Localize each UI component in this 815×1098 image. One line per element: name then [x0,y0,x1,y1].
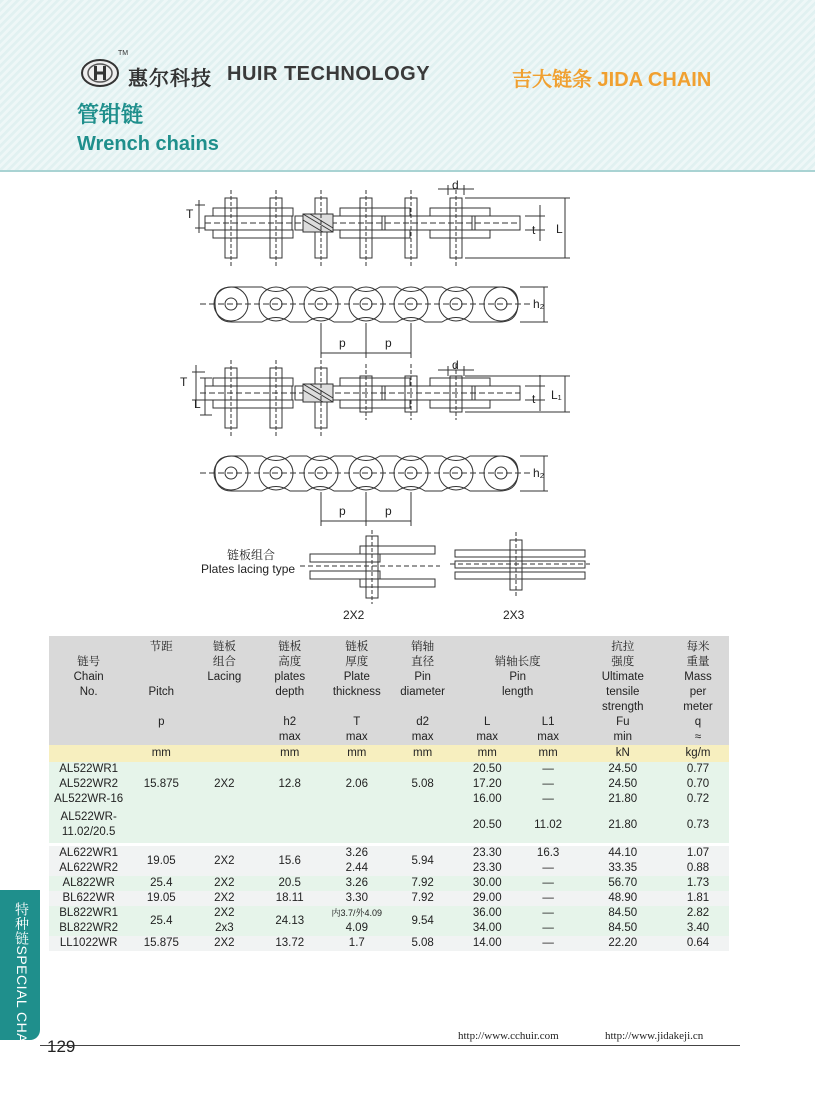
table-row [49,762,729,777]
chain-no-cell: BL822WR1 [49,906,128,921]
header-strength-en: tensile [606,686,640,698]
header-pin-en: diameter [400,686,446,698]
pin-length-l1-cell: — [518,876,579,891]
header-pin-sub: max [411,731,434,743]
lacing-label-cn: 链板组合 [227,548,276,562]
dim-T-label: T [186,207,194,221]
footer-url-huir[interactable]: http://www.cchuir.com [458,1030,559,1042]
header-lacing-cn: 组合 [212,656,236,668]
lacing-cell: 2x3 [194,921,254,936]
depth-cell: 12.8 [254,762,325,807]
top-view-2 [192,360,570,436]
unit-cell: kN [579,745,667,762]
header-no-cn: 链号 [77,656,101,668]
pin-length-l1-cell: — [518,936,579,951]
chain-no-cell: AL822WR [49,876,128,891]
strength-cell: 33.35 [579,861,667,876]
header-lacing-en: Lacing [207,671,242,683]
chain-no-cell: AL622WR1 [49,846,128,861]
lacing-2x2-diagram [300,530,440,604]
header-mass-en: per [689,686,707,698]
strength-cell: 21.80 [579,792,667,807]
header-mass-cn: 每米 [686,641,710,653]
pin-length-l1-cell: — [518,762,579,777]
pin-length-cell: 23.30 [457,846,518,861]
page-title-cn: 管钳链 [77,102,144,127]
chain-no-cell: AL622WR2 [49,861,128,876]
pin-length-l1-cell: — [518,777,579,792]
page-number: 129 [47,1037,76,1056]
pin-length-l1-cell: — [518,792,579,807]
jida-brand: 吉大链条 JIDA CHAIN [512,69,712,91]
pin-length-cell: 17.20 [457,777,518,792]
header-L-sym: L [484,716,491,728]
pin-diameter-cell: 7.92 [389,876,457,891]
mass-cell: 0.88 [667,861,729,876]
table-row [49,891,729,906]
pitch-cell: 19.05 [128,846,194,876]
header-L1-sym: L1 [541,716,555,728]
lacing-2x3-diagram [450,532,590,596]
header-thick-cn: 链板 [345,641,369,653]
dim-p-label: p [385,504,392,518]
pitch-cell: 19.05 [128,891,194,906]
lacing-cell: 2X2 [194,762,254,807]
pin-length-cell: 29.00 [457,891,518,906]
chain-no-cell: 11.02/20.5 [61,826,116,838]
page-title-en: Wrench chains [77,133,219,155]
header-thick-en: thickness [332,686,381,698]
table-header-row [49,636,729,745]
thickness-cell: 内3.7/外4.09 [325,906,388,921]
thickness-cell: 3.26 [325,846,388,861]
header-mass-sub: ≈ [694,731,702,743]
table-row [49,876,729,891]
pin-length-l1-cell: — [518,861,579,876]
header-L-sub: max [476,731,499,743]
brand-name-en: HUIR TECHNOLOGY [227,63,431,85]
pin-length-l1-cell: 16.3 [518,846,579,861]
section-side-tab-label: 特种链SPECIAL CHAINS [14,902,30,1068]
side-view-1 [200,287,548,358]
header-no-en: No. [79,686,98,698]
strength-cell: 24.50 [579,777,667,792]
lacing-label-en: Plates lacing type [201,562,296,576]
strength-cell: 24.50 [579,762,667,777]
pin-diameter-cell: 5.08 [389,936,457,951]
header-mass-en: Mass [684,671,712,683]
depth-cell: 20.5 [254,876,325,891]
side-view-2 [200,456,548,526]
pin-length-cell: 36.00 [457,906,518,921]
mass-cell: 0.72 [667,792,729,807]
pin-length-l1-cell: — [518,921,579,936]
pin-length-cell: 23.30 [457,861,518,876]
header-depth-en: depth [275,686,305,698]
lacing-cell: 2X2 [194,876,254,891]
lacing-cell: 2X2 [194,846,254,876]
units-row [49,745,729,762]
depth-cell: 24.13 [254,906,325,936]
dim-L-label: L [556,222,563,236]
unit-cell: mm [518,745,579,762]
unit-cell: mm [128,745,194,762]
thickness-cell: 2.44 [325,861,388,876]
header-thick-cn: 厚度 [345,656,369,668]
strength-cell: 21.80 [579,807,667,843]
table-row [49,807,729,843]
mass-cell: 1.81 [667,891,729,906]
spec-table [49,636,729,951]
pin-length-l1-cell: — [518,906,579,921]
header-pin-cn: 直径 [411,656,435,668]
chain-no-cell: LL1022WR [49,936,128,951]
header-pitch-cn: 节距 [149,641,173,653]
mass-cell: 0.77 [667,762,729,777]
dim-p-label: p [385,336,392,350]
chain-no-cell: BL622WR [49,891,128,906]
strength-cell: 44.10 [579,846,667,861]
dim-T-label: T [180,375,188,389]
strength-cell: 48.90 [579,891,667,906]
strength-cell: 22.20 [579,936,667,951]
header-depth-en: plates [274,671,306,683]
lacing-2x2-label: 2X2 [343,608,365,622]
dim-L1-label: L₁ [551,388,562,402]
pitch-cell: 25.4 [128,876,194,891]
dim-t-label: t [532,223,536,237]
unit-cell: mm [254,745,325,762]
unit-cell: mm [389,745,457,762]
thickness-cell: 2.06 [325,762,388,807]
header-strength-sym: Fu [616,716,630,728]
pin-diameter-cell: 7.92 [389,891,457,906]
header-thick-sub: max [345,731,368,743]
header-pitch-en: Pitch [148,686,175,698]
header-depth-sub: max [278,731,301,743]
header-depth-cn: 高度 [278,656,302,668]
pin-length-cell: 14.00 [457,936,518,951]
pin-length-cell: 34.00 [457,921,518,936]
header-strength-en: Ultimate [601,671,644,683]
header-pinlen-en: length [501,686,534,698]
strength-cell: 56.70 [579,876,667,891]
table-row [49,936,729,951]
unit-cell: kg/m [667,745,729,762]
header-strength-sub: min [613,731,633,743]
header-depth-cn: 链板 [278,641,302,653]
mass-cell: 3.40 [667,921,729,936]
depth-cell: 13.72 [254,936,325,951]
brand-name-cn: 惠尔科技 [128,68,212,90]
dim-t-label: t [532,392,536,406]
dim-h2-label: h₂ [533,466,545,480]
strength-cell: 84.50 [579,906,667,921]
pin-diameter-cell: 5.94 [389,846,457,876]
mass-cell: 1.07 [667,846,729,861]
header-strength-cn: 抗拉 [611,641,635,653]
header-strength-en: strength [602,701,644,713]
header-thick-en: Plate [343,671,370,683]
chain-no-cell: AL522WR-16 [49,792,128,807]
dim-L-label: L [194,397,201,411]
mass-cell: 0.64 [667,936,729,951]
trademark-mark: TM [118,50,129,57]
unit-cell: mm [457,745,518,762]
lacing-2x3-label: 2X3 [503,608,525,622]
pin-length-cell: 20.50 [457,807,518,843]
dim-d-label: d [452,178,459,192]
header-mass-sym: q [694,716,702,728]
pin-diameter-cell: 9.54 [389,906,457,936]
thickness-cell: 1.7 [325,936,388,951]
pitch-cell: 15.875 [128,762,194,807]
thickness-cell: 4.09 [325,921,388,936]
pitch-cell: 25.4 [128,906,194,936]
table-row [49,906,729,921]
depth-cell: 18.11 [254,891,325,906]
header-pinlen-cn: 销轴长度 [494,656,541,668]
mass-cell: 0.73 [667,807,729,843]
table-row [49,846,729,861]
dim-d-label: d [452,358,459,372]
dim-h2-label: h₂ [533,297,545,311]
chain-no-cell: AL522WR2 [49,777,128,792]
pin-length-cell: 20.50 [457,762,518,777]
chain-no-cell: AL522WR- [60,811,117,823]
pin-length-l1-cell: 11.02 [518,807,579,843]
pitch-cell: 15.875 [128,936,194,951]
pin-length-cell: 30.00 [457,876,518,891]
header-no-en: Chain [73,671,104,683]
dim-p-label: p [339,336,346,350]
header-mass-cn: 重量 [686,656,710,668]
header-lacing-cn: 链板 [212,641,236,653]
mass-cell: 1.73 [667,876,729,891]
pin-length-cell: 16.00 [457,792,518,807]
header-depth-sym: h2 [283,716,297,728]
strength-cell: 84.50 [579,921,667,936]
thickness-cell: 3.30 [325,891,388,906]
header-pinlen-en: Pin [509,671,526,683]
header-L1-sub: max [537,731,559,743]
dim-p-label: p [339,504,346,518]
pin-length-l1-cell: — [518,891,579,906]
top-view-1 [195,185,570,266]
footer-url-jida[interactable]: http://www.jidakeji.cn [605,1030,704,1042]
mass-cell: 0.70 [667,777,729,792]
header-pin-sym: d2 [416,716,430,728]
header-mass-en: meter [683,701,713,713]
footer-divider [40,1045,740,1046]
lacing-cell: 2X2 [194,906,254,921]
mass-cell: 2.82 [667,906,729,921]
chain-no-cell: AL522WR1 [49,762,128,777]
lacing-cell: 2X2 [194,936,254,951]
header-strength-cn: 强度 [611,656,635,668]
depth-cell: 15.6 [254,846,325,876]
unit-cell: mm [325,745,388,762]
chain-no-cell: BL822WR2 [49,921,128,936]
pin-diameter-cell: 5.08 [389,762,457,807]
header-pitch-sym: p [158,716,165,728]
lacing-cell: 2X2 [194,891,254,906]
header-thick-sym: T [353,716,361,728]
header-pin-cn: 销轴 [411,641,435,653]
thickness-cell: 3.26 [325,876,388,891]
header-pin-en: Pin [414,671,431,683]
